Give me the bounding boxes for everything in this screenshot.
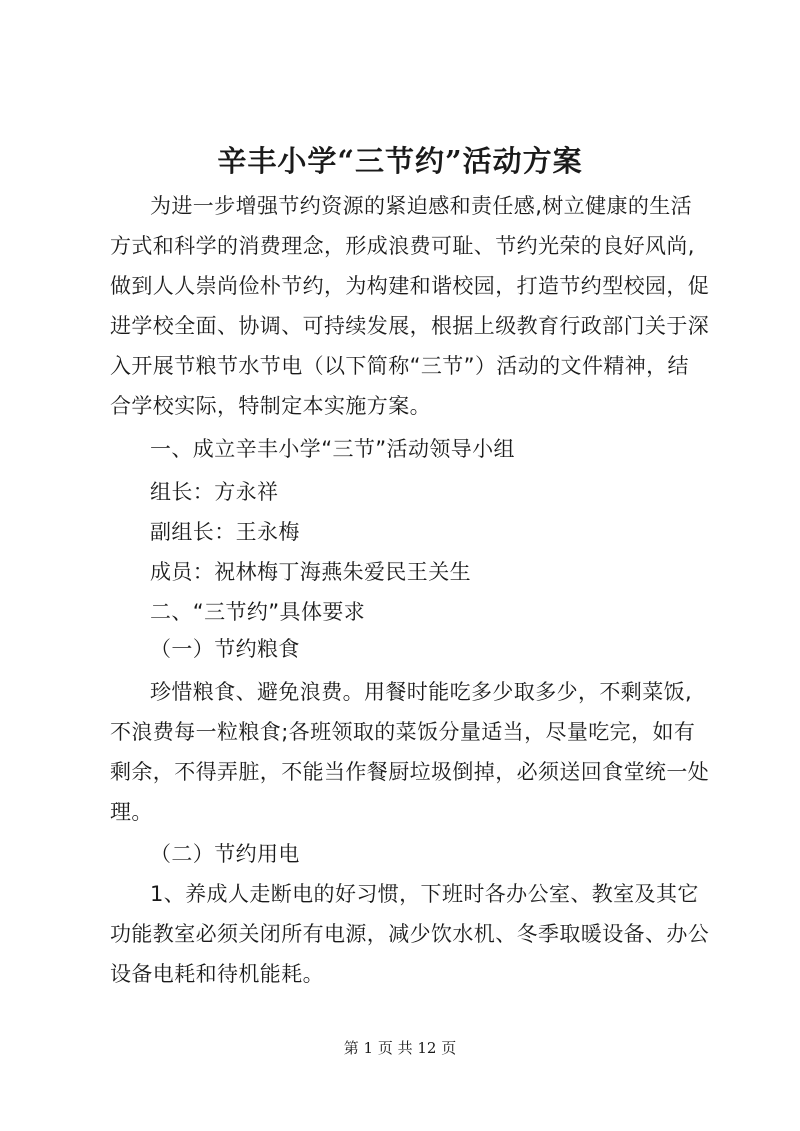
intro-line-5: 入开展节粮节水节电（以下简称“三节”）活动的文件精神，结 — [110, 354, 689, 378]
food-line-1: 珍惜粮食、避免浪费。用餐时能吃多少取多少，不剩菜饭, — [150, 680, 693, 704]
electricity-line-3: 设备电耗和待机能耗。 — [110, 962, 324, 986]
page-number: 第 1 页 共 12 页 — [343, 1039, 457, 1057]
food-line-4: 理。 — [110, 800, 153, 824]
food-line-2: 不浪费每一粒粮食;各班领取的菜饭分量适当，尽量吃完，如有 — [110, 720, 696, 744]
subsection-food-heading: （一）节约粮食 — [150, 637, 300, 661]
deputy-leader-line: 副组长：王永梅 — [150, 520, 300, 544]
section-1-heading: 一、成立辛丰小学“三节”活动领导小组 — [150, 437, 515, 461]
food-line-3: 剩余，不得弄脏，不能当作餐厨垃圾倒掉，必须送回食堂统一处 — [110, 760, 710, 784]
electricity-line-2: 功能教室必须关闭所有电源，减少饮水机、冬季取暖设备、办公 — [110, 922, 710, 946]
subsection-electricity-heading: （二）节约用电 — [150, 842, 300, 866]
members-line: 成员：祝林梅丁海燕朱爱民王关生 — [150, 560, 471, 584]
section-2-heading: 二、“三节约”具体要求 — [150, 600, 366, 624]
leader-line: 组长：方永祥 — [150, 480, 279, 504]
intro-line-6: 合学校实际，特制定本实施方案。 — [110, 394, 431, 418]
document-title: 辛丰小学“三节约”活动方案 — [217, 144, 583, 178]
intro-line-1: 为进一步增强节约资源的紧迫感和责任感,树立健康的生活 — [150, 194, 693, 218]
intro-line-2: 方式和科学的消费理念，形成浪费可耻、节约光荣的良好风尚, — [110, 234, 695, 258]
intro-line-4: 进学校全面、协调、可持续发展，根据上级教育行政部门关于深 — [110, 314, 710, 338]
intro-line-3: 做到人人崇尚俭朴节约，为构建和谐校园，打造节约型校园，促 — [110, 274, 710, 298]
electricity-line-1: 1、养成人走断电的好习惯，下班时各办公室、教室及其它 — [150, 882, 699, 906]
